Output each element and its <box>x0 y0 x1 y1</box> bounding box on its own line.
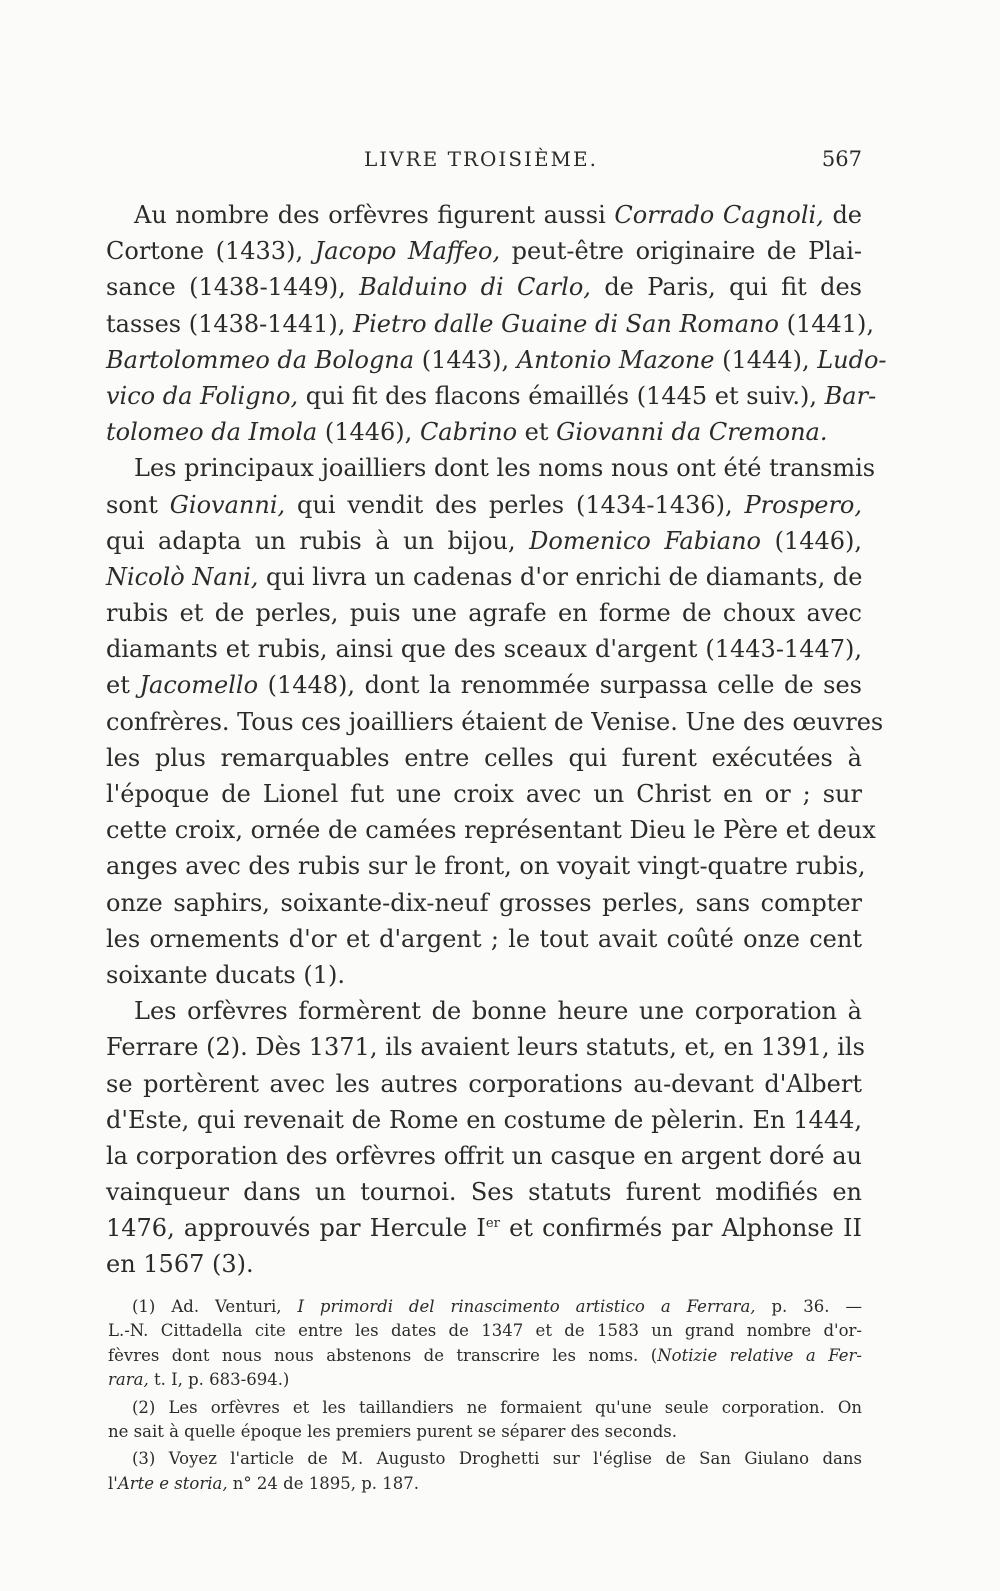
footnotes <box>108 1295 862 1496</box>
footnote-line <box>108 1344 862 1368</box>
text-segment: Au nombre des orfèvres figurent aussi <box>134 201 615 229</box>
text-line <box>106 1138 862 1174</box>
italic-text: Notizie relative a Fer- <box>657 1345 862 1365</box>
text-segment: (1448), dont la renommée surpassa celle de ses <box>258 671 862 700</box>
text-segment: cette croix, ornée de camées représentant Dieu le Père et deux <box>106 816 876 845</box>
italic-text: Giovanni, <box>169 490 286 519</box>
text-line <box>106 523 862 559</box>
italic-text: Pietro dalle Guaine di San Romano <box>352 309 779 338</box>
text-line <box>106 1210 862 1246</box>
text-line <box>106 704 884 740</box>
text-line <box>106 342 887 378</box>
italic-text: rara, <box>108 1370 149 1390</box>
text-segment: L.-N. Cittadella cite entre les dates de 1347 et de 1583 un grand nombre d'or- <box>108 1321 862 1341</box>
italic-text: Corrado Cagnoli, <box>614 201 824 229</box>
text-segment: en 1567 (3). <box>106 1250 254 1279</box>
footnote-line <box>108 1368 862 1392</box>
running-title: LIVRE TROISIÈME. <box>364 147 598 171</box>
text-segment: les plus remarquables entre celles qui furent exécutées à <box>106 743 862 772</box>
text-segment: sont <box>106 490 170 519</box>
text-segment: et <box>106 671 140 700</box>
footnote-line <box>108 1472 862 1496</box>
text-line <box>106 667 862 703</box>
text-line <box>106 921 862 957</box>
text-segment: d'Este, qui revenait de Rome en costume de pèlerin. En 1444, <box>106 1105 862 1134</box>
text-segment: (1446), <box>761 526 862 555</box>
text-segment: confrères. Tous ces joailliers étaient de Venise. Une des œuvres <box>106 707 884 736</box>
text-segment: (1) Ad. Venturi, <box>132 1297 298 1316</box>
text-line <box>106 812 876 848</box>
text-segment: qui fit des flacons émaillés (1445 et suiv.), <box>298 381 825 410</box>
text-segment: de <box>823 201 863 229</box>
text-segment: sance (1438-1449), <box>106 273 360 302</box>
italic-text: I primordi del rinascimento artistico a Ferrara, <box>297 1297 756 1316</box>
text-line <box>106 885 862 921</box>
text-segment: p. 36. — <box>755 1297 862 1316</box>
text-segment: (3) Voyez l'article de M. Augusto Droghetti sur l'église de San Giulano dans <box>132 1449 862 1469</box>
footnote-line <box>108 1447 862 1471</box>
text-line <box>106 269 862 305</box>
text-segment: soixante ducats (1). <box>106 960 346 989</box>
text-line <box>106 559 862 595</box>
text-segment: t. I, p. 683-694.) <box>148 1370 290 1390</box>
footnote-line <box>108 1295 862 1319</box>
text-line <box>106 776 862 812</box>
text-segment: (1443), <box>414 345 517 374</box>
footnote-line <box>108 1420 862 1444</box>
text-line <box>106 1246 862 1282</box>
text-line <box>106 378 877 414</box>
text-segment: peut-être originaire de Plai- <box>500 237 862 266</box>
page-number: 567 <box>821 147 862 171</box>
text-segment: Cortone (1433), <box>106 237 315 266</box>
text-line <box>106 1029 865 1065</box>
text-segment: ne sait à quelle époque les premiers purent se séparer des seconds. <box>108 1421 677 1441</box>
italic-text: Balduino di Carlo, <box>359 273 591 302</box>
text-segment: qui vendit des perles (1434-1436), <box>285 490 745 519</box>
text-segment: 1476, approuvés par Hercule I <box>106 1214 486 1243</box>
text-segment: n° 24 de 1895, p. 187. <box>227 1473 420 1493</box>
footnote-line <box>108 1319 862 1343</box>
italic-text: Bartolommeo da Bologna <box>106 345 415 374</box>
italic-text: Prospero, <box>744 490 862 519</box>
text-line <box>106 487 862 523</box>
text-segment: anges avec des rubis sur le front, on voyait vingt-quatre rubis, <box>106 852 866 881</box>
text-segment: qui livra un cadenas d'or enrichi de diamants, de <box>258 562 863 591</box>
text-segment: (1446), <box>317 418 420 447</box>
text-segment: onze saphirs, soixante-dix-neuf grosses perles, sans compter <box>106 888 862 917</box>
italic-text: Giovanni da Cremona. <box>556 418 828 447</box>
text-line <box>106 631 862 667</box>
text-segment: (1441), <box>778 309 875 338</box>
text-segment: se portèrent avec les autres corporations au-devant d'Albert <box>106 1069 862 1098</box>
text-segment: rubis et de perles, puis une agrafe en forme de choux avec <box>106 599 862 628</box>
text-segment: Ferrare (2). Dès 1371, ils avaient leurs statuts, et, en 1391, ils <box>106 1033 865 1062</box>
italic-text: Bar- <box>824 381 877 410</box>
text-segment: vainqueur dans un tournoi. Ses statuts furent modifiés en <box>106 1178 862 1207</box>
italic-text: tolomeo da Imola <box>106 418 318 447</box>
italic-text: vico da Foligno, <box>106 381 299 410</box>
text-segment: qui adapta un rubis à un bijou, <box>106 526 530 555</box>
italic-text: Domenico Fabiano <box>529 526 761 555</box>
text-line <box>106 1102 862 1138</box>
text-line <box>106 197 862 233</box>
italic-text: Antonio Mazone <box>516 345 715 374</box>
text-segment: Les principaux joailliers dont les noms nous ont été transmis <box>134 454 876 483</box>
text-line <box>106 414 862 450</box>
text-line <box>106 1174 862 1210</box>
text-line <box>106 306 875 342</box>
italic-text: Jacomello <box>139 671 259 700</box>
text-segment: tasses (1438-1441), <box>106 309 353 338</box>
text-segment: et <box>517 418 557 447</box>
text-segment: de Paris, qui fit des <box>590 273 862 302</box>
italic-text: Jacopo Maffeo, <box>314 237 501 266</box>
text-line <box>106 1066 862 1102</box>
text-segment: et confirmés par Alphonse II <box>499 1214 862 1243</box>
text-segment: Les orfèvres formèrent de bonne heure une corporation à <box>134 997 862 1026</box>
superscript-text: er <box>485 1216 500 1232</box>
italic-text: Arte e storia, <box>117 1473 228 1493</box>
text-segment: l'époque de Lionel fut une croix avec un Christ en or ; sur <box>106 780 862 808</box>
italic-text: Ludo- <box>817 345 887 374</box>
text-segment: les ornements d'or et d'argent ; le tout avait coûté onze cent <box>106 924 862 953</box>
text-line <box>106 848 866 884</box>
text-line <box>106 233 862 269</box>
italic-text: Cabrino <box>419 418 518 447</box>
text-segment: la corporation des orfèvres offrit un casque en argent doré au <box>106 1141 862 1170</box>
body-text <box>106 197 887 1283</box>
italic-text: Nicolò Nani, <box>106 562 259 591</box>
text-line <box>106 740 862 776</box>
text-segment: (2) Les orfèvres et les taillandiers ne formaient qu'une seule corporation. On <box>132 1397 862 1417</box>
page-header <box>100 147 862 181</box>
text-line <box>106 957 862 993</box>
text-line <box>106 450 876 486</box>
text-line <box>106 595 862 631</box>
text-segment: (1444), <box>714 345 818 374</box>
footnote-line <box>108 1396 862 1420</box>
text-segment: l' <box>108 1473 118 1493</box>
text-segment: fèvres dont nous nous abstenons de transcrire les noms. ( <box>108 1345 658 1365</box>
text-segment: diamants et rubis, ainsi que des sceaux d'argent (1443-1447), <box>106 635 862 664</box>
text-line <box>106 993 862 1029</box>
